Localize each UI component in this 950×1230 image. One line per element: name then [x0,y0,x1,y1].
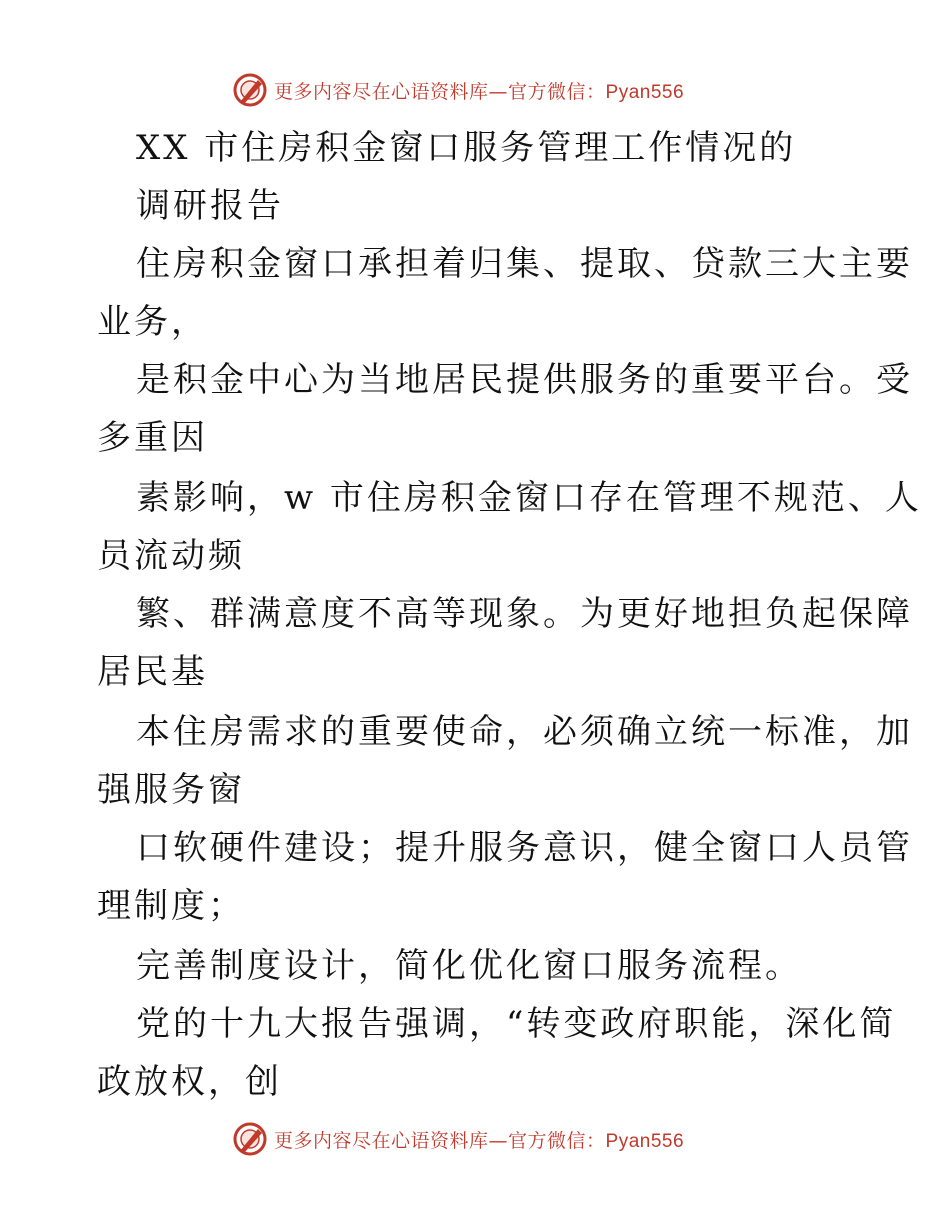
paragraph-line: 是积金中心为当地居民提供服务的重要平台。受 [136,360,913,400]
paragraph-line: 党的十九大报告强调，“转变政府职能，深化简 [136,1004,897,1044]
paragraph-line: 住房积金窗口承担着归集、提取、贷款三大主要 [136,244,913,284]
doc-title-line-1: XX 市住房积金窗口服务管理工作情况的 [136,128,797,168]
paragraph-line: 居民基 [97,652,208,692]
paragraph-line: 本住房需求的重要使命，必须确立统一标准，加 [136,712,913,752]
paragraph-line: 强服务窗 [97,770,245,810]
paragraph-line: 多重因 [97,418,208,458]
paragraph-line: 政放权，创 [97,1062,282,1102]
paragraph-line: 业务， [97,302,208,342]
paragraph-line: 素影响，w 市住房积金窗口存在管理不规范、人 [136,478,922,518]
banner-text: 更多内容尽在心语资料库—官方微信：Pyan556 [274,1129,685,1152]
pen-logo-icon [232,1121,268,1157]
paragraph-line: 理制度； [97,886,245,926]
wechat-id: Pyan556 [605,1130,685,1152]
footer-watermark-banner [232,1119,684,1159]
paragraph-line: 繁、群满意度不高等现象。为更好地担负起保障 [136,594,913,634]
paragraph-line: 完善制度设计，简化优化窗口服务流程。 [136,946,802,986]
doc-title-line-2: 调研报告 [136,186,284,226]
paragraph-line: 口软硬件建设；提升服务意识，健全窗口人员管 [136,828,913,868]
paragraph-line: 员流动频 [97,536,245,576]
banner-text: 更多内容尽在心语资料库—官方微信：Pyan556 [274,80,685,103]
wechat-id: Pyan556 [605,81,685,103]
